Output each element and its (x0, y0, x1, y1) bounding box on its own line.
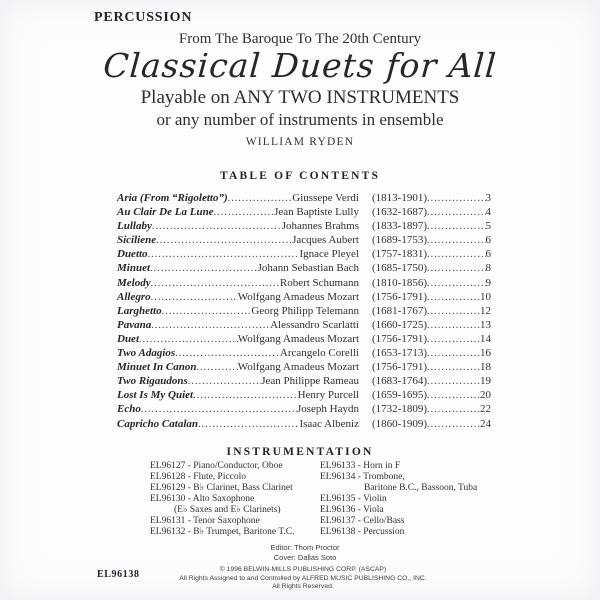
composer-dates: (1632-1687) (372, 206, 427, 219)
editor-credit: Editor: Thom Proctor (270, 543, 340, 552)
dot-leader (188, 375, 261, 387)
instrumentation-item: EL96137 - Cello/Bass (320, 516, 405, 526)
composer-dates-column (372, 192, 491, 204)
page-number: 24 (480, 417, 491, 430)
page-number: 6 (485, 248, 491, 261)
dot-leader (148, 248, 300, 260)
instrumentation-item: EL96130 - Alto Saxophone (150, 494, 255, 504)
instrumentation-item: EL96132 - B♭ Trumpet, Baritone T.C. (150, 527, 295, 537)
header (0, 31, 600, 148)
toc-entry (117, 333, 491, 347)
composer-dates-column (372, 234, 491, 246)
page-number: 14 (480, 332, 491, 345)
instrumentation-heading: INSTRUMENTATION (226, 446, 374, 458)
dot-leader (427, 389, 480, 401)
dot-leader (427, 347, 480, 359)
instrumentation-left-column (150, 461, 295, 538)
composer-dates: (1813-1901) (372, 192, 427, 204)
dot-leader (214, 206, 274, 218)
page-number: 22 (480, 403, 491, 416)
dot-leader (427, 206, 486, 218)
copyright-line-2: All Rights Assigned to and Controlled by ALFRED MUSIC PUBLISHING CO., INC. (179, 574, 427, 582)
toc-entry (117, 305, 491, 319)
page-number: 5 (485, 220, 491, 233)
composer-dates-column (372, 347, 491, 359)
composer-name: Alessandro Scarlatti (270, 318, 359, 331)
instrumentation-item: EL96131 - Tenor Saxophone (150, 516, 260, 526)
composer-name: Jean Baptiste Lully (274, 206, 359, 219)
page-number: 6 (485, 234, 491, 247)
subtitle-playable: Playable on ANY TWO INSTRUMENTS (140, 86, 460, 108)
dot-leader (427, 234, 486, 246)
credits-block (0, 543, 600, 562)
dot-leader (427, 277, 486, 289)
dot-leader (427, 248, 486, 260)
piece-title: Siciliene (117, 234, 157, 247)
piece-title: Lullaby (117, 220, 152, 233)
composer-name: Wolfgang Amadeus Mozart (237, 332, 359, 345)
composer-dates: (1756-1791) (372, 290, 427, 303)
piece-title: Larghetto (117, 304, 162, 317)
page-number: 10 (480, 290, 491, 303)
toc-entry (117, 361, 491, 375)
dot-leader (427, 305, 480, 317)
toc-entry (117, 403, 491, 417)
dot-leader (427, 192, 486, 204)
page-number: 19 (480, 375, 491, 388)
dot-leader (151, 277, 280, 289)
catalog-number: EL96138 (97, 569, 140, 580)
toc-entry (117, 347, 491, 361)
composer-dates-column (372, 333, 491, 345)
piece-title: Melody (117, 276, 151, 289)
composer-dates-column (372, 248, 491, 260)
instrumentation-item-continued: Baritone B.C., Bassoon, Tuba (364, 483, 478, 493)
composer-dates: (1660-1725) (372, 318, 427, 331)
toc-entry (117, 220, 491, 234)
piece-title: Lost Is My Quiet (117, 389, 194, 402)
composer-dates: (1810-1856) (372, 276, 427, 289)
instrumentation-item-continued: (E♭ Saxes and E♭ Clarinets) (174, 505, 281, 515)
composer-dates-column (372, 262, 491, 274)
instrumentation-item: EL96127 - Piano/Conductor, Oboe (150, 461, 283, 471)
series-tagline: From The Baroque To The 20th Century (178, 31, 422, 47)
dot-leader (151, 291, 238, 303)
toc-entry (117, 262, 491, 276)
dot-leader (175, 347, 280, 359)
instrumentation-item: EL96136 - Viola (320, 505, 384, 515)
dot-leader (156, 234, 292, 246)
instrumentation-right-column (320, 461, 477, 538)
composer-dates: (1757-1831) (372, 248, 427, 261)
toc-entry (117, 375, 491, 389)
piece-title: Two Rigaudons (117, 375, 188, 388)
composer-dates: (1833-1897) (372, 220, 427, 233)
piece-title: Minuet In Canon (117, 361, 197, 374)
toc-entry (117, 277, 491, 291)
piece-title: Duetto (117, 248, 148, 261)
dot-leader (427, 291, 480, 303)
toc-entry (117, 234, 491, 248)
composer-dates: (1653-1713) (372, 347, 427, 360)
piece-title: Capricho Catalan (117, 417, 198, 430)
composer-dates-column (372, 277, 491, 289)
toc-entry (117, 389, 491, 403)
dot-leader (228, 192, 293, 204)
dot-leader (162, 305, 252, 317)
page-number: 16 (480, 347, 491, 360)
edition-label: PERCUSSION (94, 10, 193, 25)
dot-leader (427, 418, 480, 430)
composer-dates-column (372, 389, 491, 401)
page-number: 9 (485, 276, 491, 289)
book-title: Classical Duets for All (102, 46, 499, 85)
toc-entry (117, 248, 491, 262)
piece-title: Minuet (117, 262, 151, 275)
toc-entry (117, 319, 491, 333)
composer-name: Robert Schumann (279, 276, 359, 289)
dot-leader (427, 319, 480, 331)
instrumentation-item: EL96138 - Percussion (320, 527, 405, 537)
toc-entry (117, 206, 491, 220)
toc-list (117, 192, 491, 432)
composer-dates: (1756-1791) (372, 332, 427, 345)
toc-heading: TABLE OF CONTENTS (219, 170, 381, 182)
piece-title: Allegro (117, 290, 151, 303)
dot-leader (193, 389, 298, 401)
piece-title: Aria (From “Rigoletto”) (117, 192, 228, 204)
composer-name: Johannes Brahms (281, 220, 359, 233)
dot-leader (196, 361, 237, 373)
composer-name: Wolfgang Amadeus Mozart (237, 361, 359, 374)
dot-leader (427, 220, 486, 232)
composer-dates: (1681-1767) (372, 304, 427, 317)
composer-name: Giussepe Verdi (292, 192, 359, 204)
copyright-line-1: © 1996 BELWIN-MILLS PUBLISHING CORP. (ASCAP) (219, 566, 387, 573)
piece-title: Echo (117, 403, 141, 416)
instrumentation-item: EL96129 - B♭ Clarinet, Bass Clarinet (150, 483, 293, 493)
composer-dates: (1860-1909) (372, 417, 427, 430)
composer-name: Wolfgang Amadeus Mozart (237, 290, 359, 303)
composer-name: Jacques Aubert (292, 234, 359, 247)
instrumentation-item: EL96134 - Trombone, (320, 472, 405, 482)
toc-entry (117, 192, 491, 206)
cover-credit: Cover: Dallas Soto (273, 552, 337, 562)
composer-dates-column (372, 305, 491, 317)
dot-leader (139, 333, 238, 345)
instrumentation-item: EL96133 - Horn in F (320, 461, 401, 471)
dot-leader (198, 418, 299, 430)
piece-title: Two Adagios (117, 347, 176, 360)
toc-entry (117, 291, 491, 305)
composer-dates-column (372, 375, 491, 387)
copyright-block (0, 566, 600, 592)
page-number: 3 (485, 192, 491, 204)
composer-dates: (1732-1809) (372, 403, 427, 416)
page-number: 4 (485, 206, 491, 219)
composer-name: Jean Philippe Rameau (261, 375, 359, 388)
dot-leader (427, 361, 480, 373)
dot-leader (427, 403, 480, 415)
dot-leader (427, 333, 480, 345)
piece-title: Duet (117, 332, 139, 345)
instrumentation-item: EL96128 - Flute, Piccolo (150, 472, 247, 482)
composer-dates-column (372, 403, 491, 415)
dot-leader (152, 220, 282, 232)
composer-dates: (1659-1695) (372, 389, 427, 402)
composer-dates: (1683-1764) (372, 375, 427, 388)
page-number: 12 (480, 304, 491, 317)
subtitle-ensemble: or any number of instruments in ensemble (156, 109, 444, 129)
composer-dates-column (372, 220, 491, 232)
composer-dates-column (372, 418, 491, 430)
page-number: 20 (480, 389, 491, 402)
composer-dates-column (372, 361, 491, 373)
composer-dates-column (372, 206, 491, 218)
dot-leader (427, 375, 480, 387)
composer-dates: (1689-1753) (372, 234, 427, 247)
instrumentation-item: EL96135 - Violin (320, 494, 387, 504)
composer-name: Georg Philipp Telemann (251, 304, 359, 317)
page-number: 18 (480, 361, 491, 374)
composer-dates-column (372, 291, 491, 303)
page-number: 13 (480, 318, 491, 331)
piece-title: Au Clair De La Lune (117, 206, 214, 219)
composer-name: Henry Purcell (297, 389, 359, 402)
composer-dates: (1685-1750) (372, 262, 427, 275)
page-number: 8 (485, 262, 491, 275)
composer-name: Ignace Pleyel (299, 248, 359, 261)
dot-leader (151, 319, 270, 331)
dot-leader (427, 262, 486, 274)
composer-name: Johann Sebastian Bach (257, 262, 359, 275)
dot-leader (150, 262, 258, 274)
copyright-line-3: All Rights Reserved. (272, 583, 334, 591)
composer-dates: (1756-1791) (372, 361, 427, 374)
author-name: WILLIAM RYDEN (245, 135, 355, 148)
piece-title: Pavana (117, 318, 152, 331)
composer-name: Arcangelo Corelli (279, 347, 359, 360)
composer-name: Joseph Haydn (296, 403, 359, 416)
toc-entry (117, 418, 491, 432)
composer-dates-column (372, 319, 491, 331)
composer-name: Isaac Albeniz (299, 417, 359, 430)
dot-leader (141, 403, 297, 415)
